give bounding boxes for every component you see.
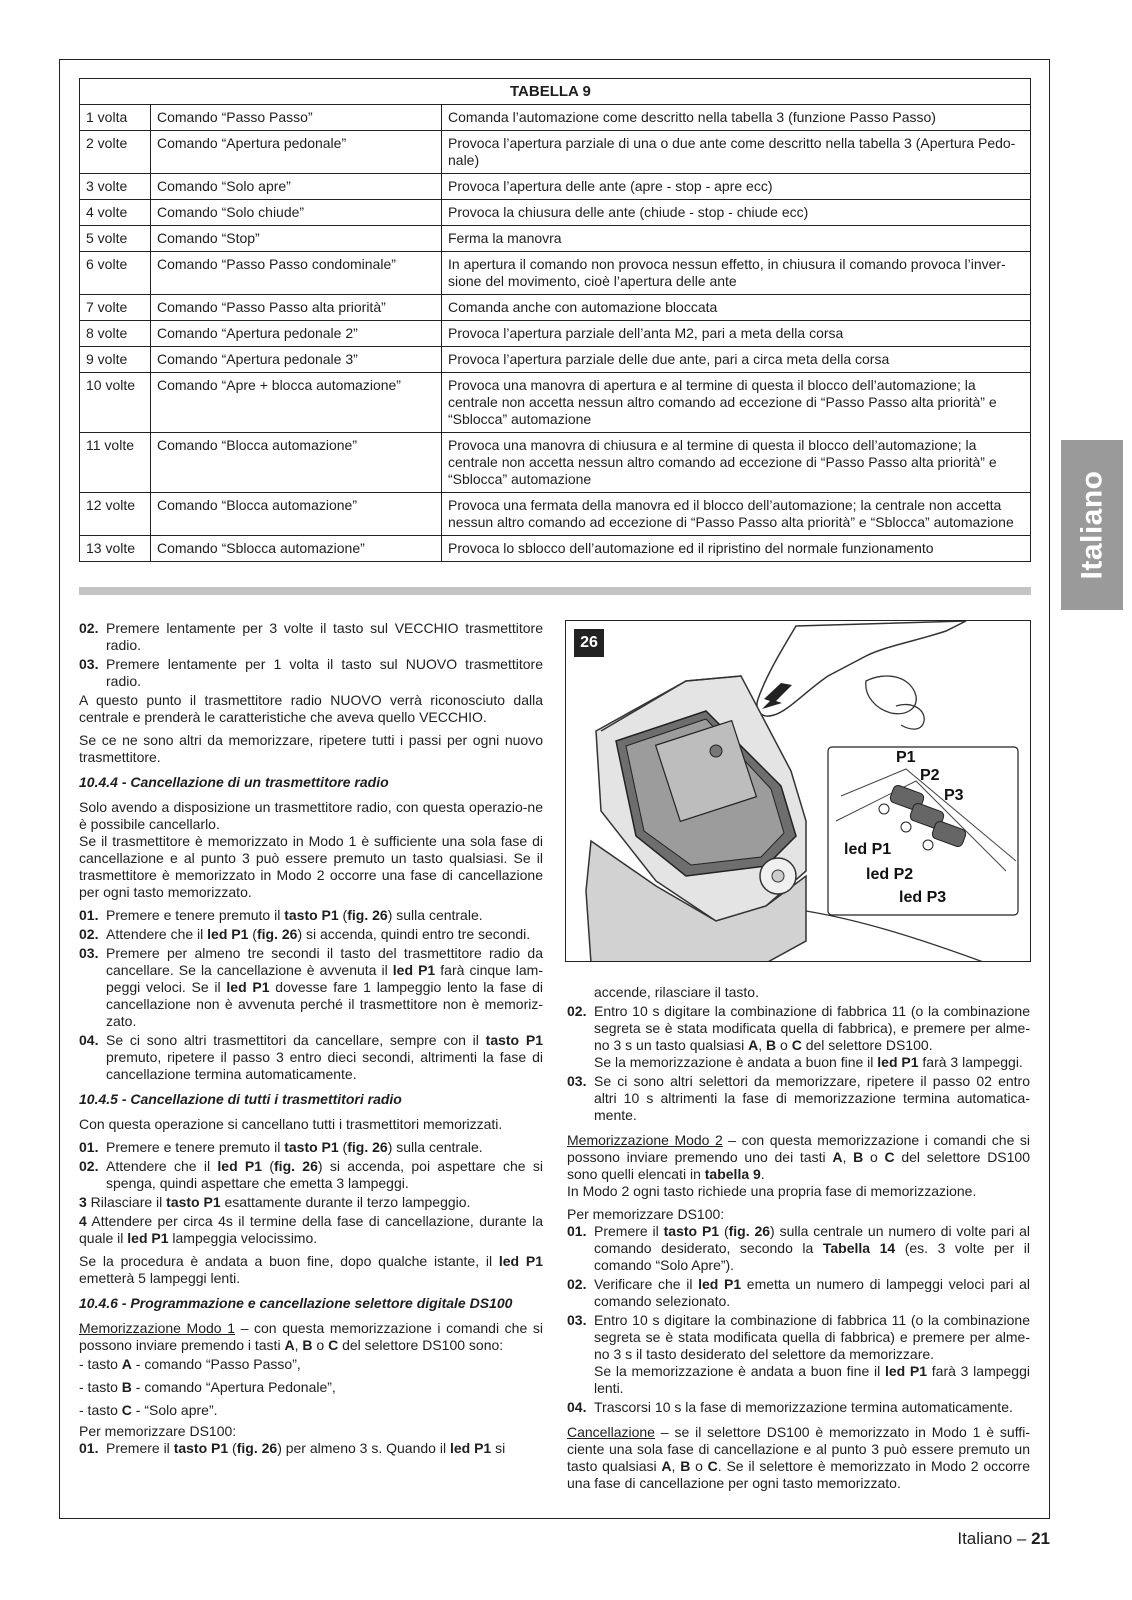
label-p2: P2 [920, 767, 940, 784]
cell-command: Comando “Solo apre” [151, 174, 442, 200]
cell-count: 12 volte [80, 493, 151, 536]
paragraph: Se la procedura è andata a buon fine, dopo qualche istante, il led P1 emetterà 5 lampeggi lenti. [79, 1253, 543, 1286]
cell-count: 5 volte [80, 226, 151, 252]
cell-count: 10 volte [80, 373, 151, 433]
label-led-p2: led P2 [866, 866, 914, 883]
cell-command: Comando “Passo Passo” [151, 105, 442, 131]
table-row [80, 536, 1031, 562]
paragraph: Se ce ne sono altri da memorizzare, ripetere tutti i passi per ogni nuovo trasmettitore. [79, 732, 543, 765]
section-separator [79, 587, 1031, 595]
list-item: 03. Premere lentamente per 1 volta il tasto sul NUOVO trasmettitore radio. [79, 656, 543, 689]
table-row [80, 493, 1031, 536]
list-item: - tasto C - “Solo apre”. [79, 1402, 218, 1418]
paragraph: Memorizzazione Modo 1 – con questa memorizzazione i comandi che si possono inviare premendo i tasti A, B o C del selettore DS100 sono: [79, 1320, 543, 1353]
cell-command: Comando “Blocca automazione” [151, 493, 442, 536]
section-heading: 10.4.4 - Cancellazione di un trasmettitore radio [79, 774, 389, 790]
cell-command: Comando “Passo Passo condominale” [151, 252, 442, 295]
paragraph: Per memorizzare DS100: [567, 1206, 725, 1222]
cell-count: 9 volte [80, 347, 151, 373]
cell-command: Comando “Apertura pedonale” [151, 131, 442, 174]
table-row [80, 105, 1031, 131]
cell-command: Comando “Apertura pedonale 3” [151, 347, 442, 373]
paragraph: Con questa operazione si cancellano tutti i trasmettitori memorizzati. [79, 1116, 503, 1132]
table-row [80, 433, 1031, 493]
language-tab-label: Italiano [1075, 470, 1109, 580]
list-item: - tasto B - comando “Apertura Pedonale”, [79, 1379, 336, 1395]
list-item: 01. Premere il tasto P1 (fig. 26) per almeno 3 s. Quando il led P1 si [79, 1440, 506, 1456]
page-number: 21 [1031, 1529, 1050, 1548]
paragraph: Solo avendo a disposizione un trasmettitore radio, con questa operazio-ne è possibile cancellarlo. [79, 799, 543, 832]
list-item: 03. Se ci sono altri selettori da memorizzare, ripetere il passo 02 entro altri 10 s altrimenti la fase di memorizzazione termina automatica-mente. [567, 1073, 1030, 1123]
list-item: 02. Attendere che il led P1 (fig. 26) si accenda, poi aspettare che si spenga, quindi aspettare che emetta 3 lampeggi. [79, 1158, 543, 1191]
list-item: 01. Premere il tasto P1 (fig. 26) sulla centrale un numero di volte pari al comando desiderato, secondo la Tabella 14 (es. 3 volte per il comando “Solo Apre”). [567, 1223, 1030, 1273]
list-item: 04. Trascorsi 10 s la fase di memorizzazione termina automaticamente. [567, 1399, 1013, 1415]
cell-count: 13 volte [80, 536, 151, 562]
cell-description: Provoca l’apertura parziale di una o due ante come descritto nella tabella 3 (Apertura Pedo-nale) [442, 131, 1031, 174]
cell-count: 1 volta [80, 105, 151, 131]
label-p1: P1 [896, 749, 916, 766]
label-led-p3: led P3 [899, 889, 947, 906]
cell-command: Comando “Sblocca automazione” [151, 536, 442, 562]
cell-count: 4 volte [80, 200, 151, 226]
cell-description: Ferma la manovra [442, 226, 1031, 252]
cell-count: 8 volte [80, 321, 151, 347]
table-title: TABELLA 9 [80, 79, 1031, 105]
list-item: 3 Rilasciare il tasto P1 esattamente durante il terzo lampeggio. [79, 1194, 471, 1210]
cell-description: In apertura il comando non provoca nessun effetto, in chiusura il comando provoca l’inver-sione del movimento, cioè l’apertura delle ante [442, 252, 1031, 295]
section-heading: 10.4.5 - Cancellazione di tutti i trasmettitori radio [79, 1091, 402, 1107]
table-row [80, 295, 1031, 321]
paragraph: In Modo 2 ogni tasto richiede una propria fase di memorizzazione. [567, 1183, 977, 1199]
cell-description: Comanda anche con automazione bloccata [442, 295, 1031, 321]
led-p3-icon [923, 840, 933, 850]
led-p2-icon [901, 822, 911, 832]
cell-description: Provoca lo sblocco dell’automazione ed il ripristino del normale funzionamento [442, 536, 1031, 562]
left-column [79, 620, 543, 1459]
paragraph: Cancellazione – se il selettore DS100 è memorizzato in Modo 1 è suffi-ciente una sola fase di cancellazione e al punto 3 può essere premuto un tasto qualsiasi A, B o C. Se il selettore è memorizzato in Modo 2 occorre una fase di cancellazione per ogni tasto memorizzato. [567, 1424, 1030, 1491]
cell-description: Provoca l’apertura parziale delle due ante, pari a circa meta della corsa [442, 347, 1031, 373]
list-item: 03. Premere per almeno tre secondi il tasto del trasmettitore radio da cancellare. Se la cancellazione è avvenuta il led P1 farà cinque lam-peggi veloci. Se il led P1 dovesse fare 1 lampeggio lento la fase di cancellazione non è avvenuta perché il trasmettitore non è memoriz-zato. [79, 945, 544, 1029]
list-item: 02. Premere lentamente per 3 volte il tasto sul VECCHIO trasmettitore radio. [79, 620, 543, 653]
label-p3: P3 [944, 787, 964, 804]
right-column [567, 984, 1030, 1498]
footer-language: Italiano – [957, 1529, 1032, 1548]
list-item: 02. Verificare che il led P1 emetta un numero di lampeggi veloci pari al comando selezionato. [567, 1276, 1030, 1309]
cell-count: 2 volte [80, 131, 151, 174]
hand-icon [757, 621, 966, 716]
cell-command: Comando “Passo Passo alta priorità” [151, 295, 442, 321]
label-led-p1: led P1 [844, 841, 892, 858]
table-9 [79, 78, 1031, 562]
figure-number: 26 [574, 629, 604, 657]
list-item: 04. Se ci sono altri trasmettitori da cancellare, sempre con il tasto P1 premuto, ripetere il passo 3 entro dieci secondi, altrimenti la fase di cancellazione termina automaticamente. [79, 1032, 543, 1082]
cell-count: 7 volte [80, 295, 151, 321]
table-row [80, 373, 1031, 433]
cell-command: Comando “Stop” [151, 226, 442, 252]
cell-description: Provoca una manovra di apertura e al termine di questa il blocco dell’automazione; la centrale non accetta nessun altro comando ad eccezione di “Passo Passo alta priorità” e “Sblocca” automazione [442, 373, 1031, 433]
table-row [80, 226, 1031, 252]
table-row [80, 174, 1031, 200]
table-row [80, 200, 1031, 226]
table-row [80, 252, 1031, 295]
table-row [80, 347, 1031, 373]
list-item: 03. Entro 10 s digitare la combinazione di fabbrica 11 (o la combinazione segreta se è stata modificata quella di fabbrica) e premere per alme-no 3 s il tasto desiderato del selettore da memorizzare. Se la memorizzazione è andata a buon fine il led P1 farà 3 lampeggi lenti. [567, 1312, 1030, 1396]
cell-command: Comando “Apre + blocca automazione” [151, 373, 442, 433]
figure-26 [565, 620, 1031, 962]
cell-command: Comando “Blocca automazione” [151, 433, 442, 493]
list-item: 01. Premere e tenere premuto il tasto P1 (fig. 26) sulla centrale. [79, 1139, 483, 1155]
list-item: 02. Attendere che il led P1 (fig. 26) si accenda, quindi entro tre secondi. [79, 926, 531, 942]
table-row [80, 131, 1031, 174]
list-item: 01. Premere e tenere premuto il tasto P1 (fig. 26) sulla centrale. [79, 907, 483, 923]
cell-command: Comando “Solo chiude” [151, 200, 442, 226]
cell-count: 11 volte [80, 433, 151, 493]
cell-description: Provoca l’apertura delle ante (apre - stop - apre ecc) [442, 174, 1031, 200]
page-footer [957, 1530, 1050, 1547]
paragraph: Se il trasmettitore è memorizzato in Modo 1 è sufficiente una sola fase di cancellazione e al punto 3 può essere premuto un tasto qualsiasi. Se il trasmettitore è memorizzato in Modo 2 occorre una fase di cancellazione per ogni tasto memorizzato. [79, 833, 543, 900]
list-item: - tasto A - comando “Passo Passo”, [79, 1356, 301, 1372]
paragraph: A questo punto il trasmettitore radio NUOVO verrà riconosciuto dalla centrale e prenderà le caratteristiche che aveva quello VECCHIO. [79, 692, 543, 725]
section-heading: 10.4.6 - Programmazione e cancellazione selettore digitale DS100 [79, 1295, 513, 1311]
cell-description: Provoca una fermata della manovra ed il blocco dell’automazione; la centrale non accetta nessun altro comando ad eccezione di “Passo Passo alta priorità” e “Sblocca” automazione [442, 493, 1031, 536]
cell-description: Provoca l’apertura parziale dell’anta M2, pari a meta della corsa [442, 321, 1031, 347]
cell-command: Comando “Apertura pedonale 2” [151, 321, 442, 347]
cell-description: Comanda l’automazione come descritto nella tabella 3 (funzione Passo Passo) [442, 105, 1031, 131]
list-item: accende, rilasciare il tasto. [594, 984, 759, 1000]
cell-count: 3 volte [80, 174, 151, 200]
list-item: 02. Entro 10 s digitare la combinazione di fabbrica 11 (o la combinazione segreta se è stata modificata quella di fabbrica), e premere per alme-no 3 s un tasto qualsiasi A, B o C del selettore DS100. Se la memorizzazione è andata a buon fine il led P1 farà 3 lampeggi. [567, 1003, 1030, 1070]
paragraph: Per memorizzare DS100: [79, 1423, 237, 1439]
led-p1-icon [879, 804, 889, 814]
cell-count: 6 volte [80, 252, 151, 295]
cell-description: Provoca una manovra di chiusura e al termine di questa il blocco dell’automazione; la centrale non accetta nessun altro comando ad eccezione di “Passo Passo alta priorità” e “Sblocca” automazione [442, 433, 1031, 493]
language-tab [1061, 440, 1123, 610]
table-row [80, 321, 1031, 347]
paragraph: Memorizzazione Modo 2 – con questa memorizzazione i comandi che si possono inviare premendo uno dei tasti A, B o C del selettore DS100 sono quelli elencati in tabella 9. [567, 1132, 1030, 1182]
cell-description: Provoca la chiusura delle ante (chiude - stop - chiude ecc) [442, 200, 1031, 226]
list-item: 4 Attendere per circa 4s il termine della fase di cancellazione, durante la quale il led P1 lampeggia velocissimo. [79, 1213, 543, 1246]
